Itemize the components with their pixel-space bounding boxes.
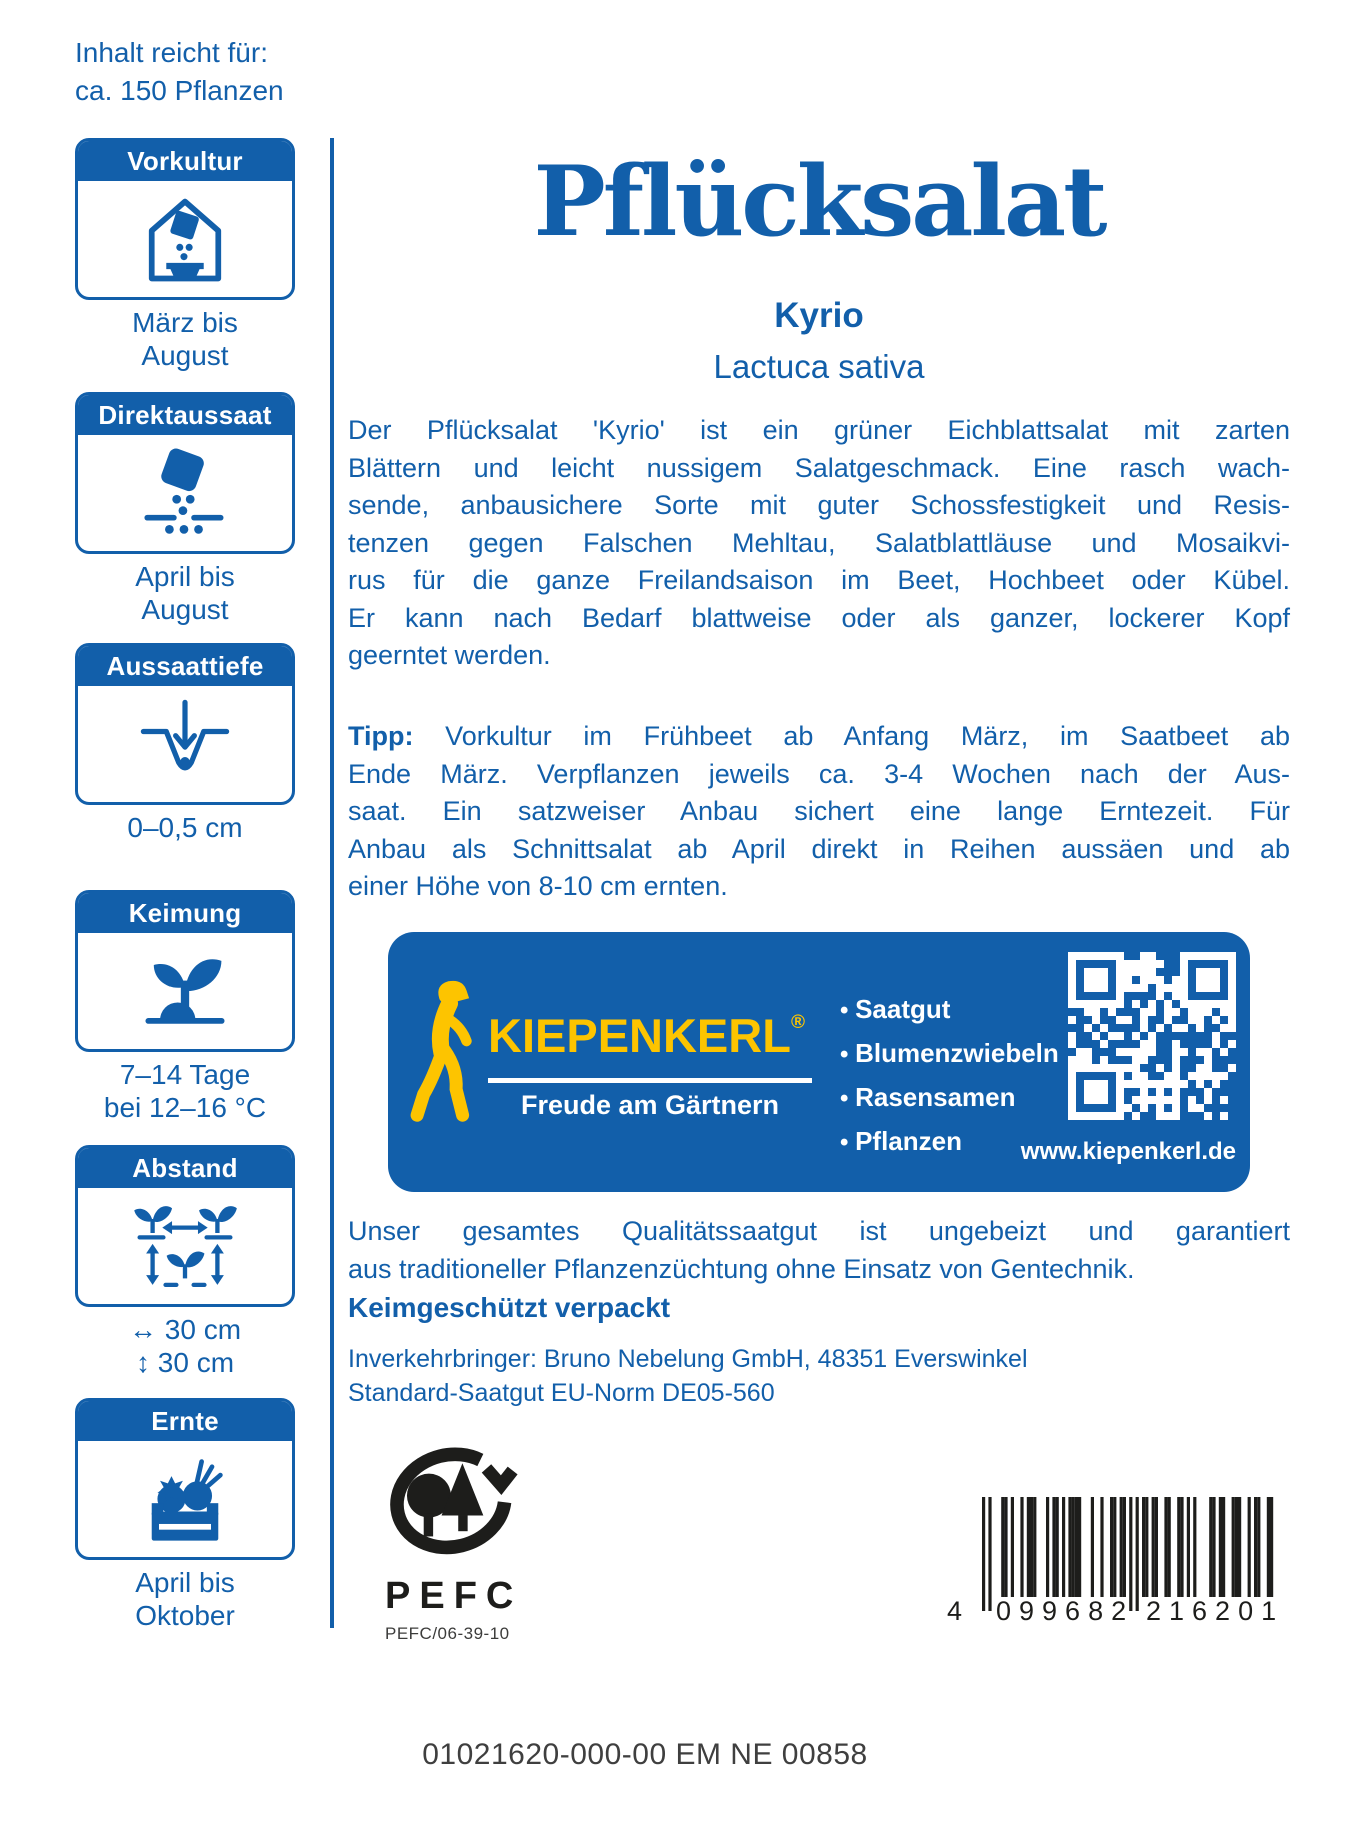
info-card-abstand	[75, 1145, 295, 1307]
product-item: • Pflanzen	[840, 1120, 1059, 1164]
quality-text: Unser gesamtes Qualitätssaatgut ist ungebeizt und garantiert aus traditioneller Pflanzenzüchtung ohne Einsatz von Gentechnik.	[348, 1216, 1290, 1284]
packaging-note: Keimgeschützt verpackt	[348, 1292, 671, 1323]
info-card-direktaussaat	[75, 392, 295, 554]
description-line: Blättern und leicht nussigem Salatgeschmack. Eine rasch wach-	[348, 452, 1290, 483]
brand-slogan: Freude am Gärtnern	[520, 1090, 780, 1120]
distributor-info: Inverkehrbringer: Bruno Nebelung GmbH, 48351 Everswinkel Standard-Saatgut EU-Norm DE05-560	[348, 1345, 1028, 1407]
sowing-depth-icon	[133, 692, 237, 796]
card-label-vorkultur: März bis August	[132, 307, 238, 371]
pefc-tree-emblem	[385, 1440, 521, 1568]
tip-line: saat. Ein satzweiser Anbau sichert eine lange Erntezeit. Für	[348, 796, 1290, 826]
card-title: Vorkultur	[78, 141, 292, 181]
tip-label: Tipp:	[348, 721, 414, 751]
tip-line: Tipp: Vorkultur im Frühbeet ab Anfang März, im Saatbeet ab	[348, 721, 1290, 751]
pefc-label: PEFC	[385, 1575, 523, 1617]
tip-paragraph	[348, 718, 1290, 906]
print-code: 01021620-000-00 EM NE 00858	[422, 1738, 868, 1771]
card-title: Aussaattiefe	[78, 646, 292, 686]
tip-line: Anbau als Schnittsalat ab April direkt in Reihen aussäen und ab	[348, 833, 1290, 864]
card-label-keimung: 7–14 Tage bei 12–16 °C	[103, 1059, 267, 1123]
qr-code	[1068, 952, 1236, 1120]
card-title: Keimung	[78, 893, 292, 933]
description-paragraph	[348, 412, 1290, 675]
card-label-ernte: April bis Oktober	[135, 1567, 235, 1631]
info-card-vorkultur	[75, 138, 295, 300]
card-title: Ernte	[78, 1401, 292, 1441]
description-line: geerntet werden.	[348, 640, 551, 670]
card-title: Direktaussaat	[78, 395, 292, 435]
website-url: www.kiepenkerl.de	[1020, 1138, 1236, 1165]
description-line: Der Pflücksalat 'Kyrio' ist ein grüner Eichblattsalat mit zarten	[348, 415, 1290, 445]
description-line: rus für die ganze Freilandsaison im Beet, Hochbeet oder Kübel.	[348, 565, 1290, 595]
direct-sowing-icon	[133, 441, 237, 545]
variety-name: Kyrio	[774, 296, 864, 335]
barcode-digit-first: 4	[947, 1596, 963, 1626]
germination-sprout-icon	[133, 939, 237, 1043]
tip-line: einer Höhe von 8-10 cm ernten.	[348, 871, 728, 901]
info-card-aussaattiefe	[75, 643, 295, 805]
description-line: Er kann nach Bedarf blattweise oder als ganzer, lockerer Kopf	[348, 602, 1290, 633]
plant-spacing-icon	[131, 1192, 239, 1300]
info-card-ernte	[75, 1398, 295, 1560]
barcode-digit-group2: 216201	[1146, 1596, 1285, 1626]
card-title: Abstand	[78, 1148, 292, 1188]
pefc-logo	[385, 1440, 575, 1644]
card-label-aussaattiefe: 0–0,5 cm	[127, 812, 243, 843]
barcode-digit-group1: 099682	[996, 1596, 1135, 1626]
pefc-cert-number: PEFC/06-39-10	[385, 1624, 510, 1643]
description-line: sende, anbausichere Sorte mit guter Schossfestigkeit und Resis-	[348, 490, 1290, 520]
vertical-divider	[330, 138, 334, 1628]
card-label-abstand: ↔ 30 cm ↕ 30 cm	[128, 1314, 242, 1378]
description-line: tenzen gegen Falschen Mehltau, Salatblattläuse und Mosaikvi-	[348, 527, 1290, 558]
page-title: Pflücksalat	[533, 145, 1105, 258]
kiepenkerl-logo-figure	[408, 978, 486, 1138]
content-note	[75, 34, 284, 110]
info-card-keimung	[75, 890, 295, 1052]
harvest-crate-icon	[133, 1447, 237, 1551]
product-item: • Saatgut	[840, 988, 1059, 1032]
registered-mark: ®	[790, 1012, 805, 1033]
product-item: • Rasensamen	[840, 1076, 1059, 1120]
brand-name: KIEPENKERL®	[488, 1009, 805, 1062]
botanical-name: Lactuca sativa	[713, 348, 925, 385]
card-label-direktaussaat: April bis August	[135, 561, 235, 625]
greenhouse-sowing-icon	[133, 187, 237, 291]
tip-line: Ende März. Verpflanzen jeweils ca. 3-4 Wochen nach der Aus-	[348, 758, 1290, 789]
content-note-line1: Inhalt reicht für:	[75, 37, 268, 68]
brand-banner	[388, 932, 1250, 1192]
product-item: • Blumenzwiebeln	[840, 1032, 1059, 1076]
brand-underline	[488, 1078, 812, 1083]
content-note-line2: ca. 150 Pflanzen	[75, 75, 284, 106]
